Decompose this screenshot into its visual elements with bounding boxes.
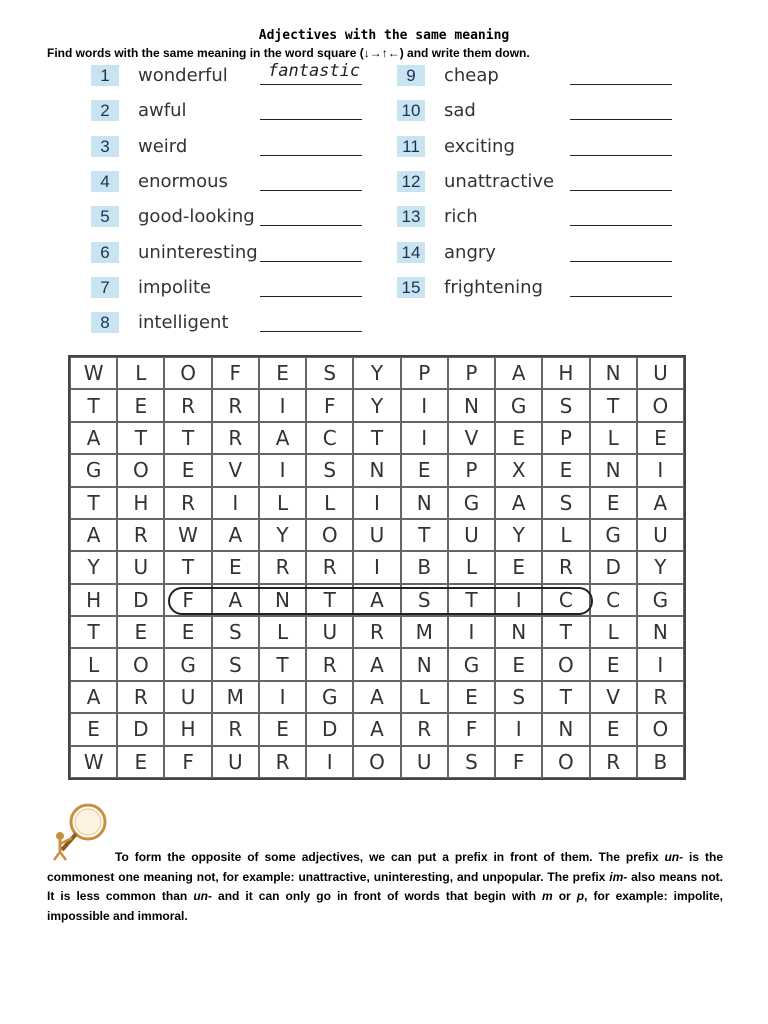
grid-cell[interactable]: I — [401, 422, 448, 454]
item-number: 9 — [397, 65, 425, 86]
grid-cell[interactable]: A — [353, 681, 400, 713]
grid-cell[interactable]: I — [353, 487, 400, 519]
grid-cell[interactable]: G — [590, 519, 637, 551]
grid-cell[interactable]: T — [70, 487, 117, 519]
item-number: 4 — [91, 171, 119, 192]
grid-cell[interactable]: L — [306, 487, 353, 519]
item-number: 5 — [91, 206, 119, 227]
grid-cell[interactable]: X — [495, 454, 542, 486]
grid-cell[interactable]: P — [448, 454, 495, 486]
prefix-explanation — [47, 848, 723, 926]
grid-cell[interactable]: V — [590, 681, 637, 713]
item-word: uninteresting — [138, 241, 258, 263]
grid-cell[interactable]: D — [590, 551, 637, 583]
answer-line[interactable] — [570, 119, 672, 120]
grid-cell[interactable]: T — [542, 681, 589, 713]
item-word: wonderful — [138, 65, 228, 86]
vocab-item — [397, 206, 672, 232]
grid-cell[interactable]: U — [353, 519, 400, 551]
grid-cell[interactable]: A — [637, 487, 684, 519]
para-text-or: or — [552, 889, 577, 903]
grid-cell[interactable]: O — [306, 519, 353, 551]
grid-cell[interactable]: O — [637, 389, 684, 421]
grid-cell[interactable]: L — [70, 648, 117, 680]
answer-line[interactable] — [570, 84, 672, 85]
grid-cell[interactable]: F — [448, 713, 495, 745]
grid-cell[interactable]: L — [259, 616, 306, 648]
item-number: 12 — [397, 171, 425, 192]
answer-circle — [168, 587, 593, 615]
grid-cell[interactable]: G — [164, 648, 211, 680]
grid-cell[interactable]: E — [117, 746, 164, 778]
grid-cell[interactable]: R — [259, 746, 306, 778]
grid-cell[interactable]: R — [212, 422, 259, 454]
vocab-item — [91, 100, 362, 126]
grid-cell[interactable]: S — [495, 681, 542, 713]
grid-cell[interactable]: F — [495, 746, 542, 778]
item-number: 7 — [91, 277, 119, 298]
grid-cell[interactable]: O — [117, 648, 164, 680]
item-word: enormous — [138, 170, 228, 192]
grid-cell[interactable]: T — [70, 389, 117, 421]
item-number: 1 — [91, 65, 119, 86]
grid-cell[interactable]: A — [495, 357, 542, 389]
grid-cell[interactable]: E — [590, 713, 637, 745]
answer-line[interactable] — [260, 190, 362, 191]
grid-cell[interactable]: T — [259, 648, 306, 680]
item-word: frightening — [444, 276, 543, 298]
grid-cell[interactable]: V — [212, 454, 259, 486]
grid-cell[interactable]: C — [590, 584, 637, 616]
grid-cell[interactable]: N — [448, 389, 495, 421]
grid-cell[interactable]: C — [306, 422, 353, 454]
grid-cell[interactable]: R — [353, 616, 400, 648]
vocab-item — [91, 61, 362, 91]
grid-cell[interactable]: R — [306, 648, 353, 680]
grid-cell[interactable]: R — [212, 389, 259, 421]
answer-line[interactable] — [260, 119, 362, 120]
grid-cell[interactable]: T — [448, 584, 495, 616]
vocab-item — [397, 65, 672, 91]
grid-cell[interactable]: T — [164, 422, 211, 454]
letter-p: p — [576, 889, 585, 903]
answer-text: fantastic — [268, 61, 361, 81]
grid-cell[interactable]: P — [401, 357, 448, 389]
para-text-3: also means not. It is less common than — [47, 869, 723, 903]
item-word: exciting — [444, 135, 515, 157]
grid-cell[interactable]: F — [306, 389, 353, 421]
grid-cell[interactable]: I — [637, 454, 684, 486]
grid-cell[interactable]: A — [259, 422, 306, 454]
item-number: 11 — [397, 136, 425, 157]
item-number: 3 — [91, 136, 119, 157]
grid-cell[interactable]: N — [542, 713, 589, 745]
grid-cell[interactable]: I — [212, 487, 259, 519]
grid-cell[interactable]: W — [70, 746, 117, 778]
answer-line[interactable] — [260, 84, 362, 85]
grid-cell[interactable]: G — [448, 648, 495, 680]
grid-cell[interactable]: T — [117, 422, 164, 454]
grid-cell[interactable]: Y — [495, 519, 542, 551]
grid-cell[interactable]: L — [259, 487, 306, 519]
grid-cell[interactable]: A — [353, 584, 400, 616]
grid-cell[interactable]: U — [637, 519, 684, 551]
grid-cell[interactable]: E — [542, 454, 589, 486]
grid-cell[interactable]: H — [70, 584, 117, 616]
grid-cell[interactable]: A — [212, 519, 259, 551]
grid-cell[interactable]: R — [637, 681, 684, 713]
vocab-item — [397, 171, 672, 197]
grid-cell[interactable]: E — [259, 713, 306, 745]
grid-cell[interactable]: R — [117, 681, 164, 713]
item-number: 8 — [91, 312, 119, 333]
grid-cell[interactable]: Y — [353, 357, 400, 389]
grid-cell[interactable]: A — [70, 519, 117, 551]
item-number: 2 — [91, 100, 119, 121]
grid-cell[interactable]: A — [495, 487, 542, 519]
grid-cell[interactable]: E — [495, 648, 542, 680]
grid-cell[interactable]: D — [117, 713, 164, 745]
grid-cell[interactable]: S — [401, 584, 448, 616]
item-word: sad — [444, 100, 476, 122]
grid-cell[interactable]: I — [495, 584, 542, 616]
grid-cell[interactable]: T — [542, 616, 589, 648]
grid-cell[interactable]: O — [164, 357, 211, 389]
grid-cell[interactable]: I — [259, 389, 306, 421]
grid-cell[interactable]: A — [212, 584, 259, 616]
grid-cell[interactable]: U — [117, 551, 164, 583]
grid-cell[interactable]: R — [117, 519, 164, 551]
grid-cell[interactable]: E — [212, 551, 259, 583]
grid-cell[interactable]: H — [164, 713, 211, 745]
vocab-item — [91, 312, 362, 338]
answer-line[interactable] — [570, 261, 672, 262]
grid-cell[interactable]: O — [637, 713, 684, 745]
item-number: 15 — [397, 277, 425, 298]
vocab-item — [91, 277, 362, 303]
grid-cell[interactable]: B — [637, 746, 684, 778]
grid-cell[interactable]: L — [590, 616, 637, 648]
grid-cell[interactable]: D — [306, 713, 353, 745]
grid-cell[interactable]: T — [401, 519, 448, 551]
grid-cell[interactable]: L — [542, 519, 589, 551]
grid-cell[interactable]: N — [401, 648, 448, 680]
grid-cell[interactable]: U — [164, 681, 211, 713]
grid-cell[interactable]: F — [212, 357, 259, 389]
item-word: impolite — [138, 276, 212, 298]
worksheet-title: Adjectives with the same meaning — [258, 28, 510, 43]
grid-cell[interactable]: G — [448, 487, 495, 519]
vocab-item — [397, 136, 672, 162]
grid-cell[interactable]: H — [117, 487, 164, 519]
grid-cell[interactable]: Y — [353, 389, 400, 421]
grid-cell[interactable]: I — [448, 616, 495, 648]
grid-cell[interactable]: O — [117, 454, 164, 486]
prefix-un-2: un- — [193, 889, 212, 903]
item-word: cheap — [444, 65, 499, 86]
grid-cell[interactable]: P — [448, 357, 495, 389]
grid-cell[interactable]: E — [259, 357, 306, 389]
grid-cell[interactable]: C — [542, 584, 589, 616]
grid-cell[interactable]: E — [590, 487, 637, 519]
word-square — [68, 355, 686, 780]
grid-cell[interactable]: F — [164, 746, 211, 778]
item-word: angry — [444, 241, 496, 263]
grid-cell[interactable]: P — [542, 422, 589, 454]
grid-cell[interactable]: V — [448, 422, 495, 454]
item-word: rich — [444, 206, 478, 228]
grid-cell[interactable]: W — [70, 357, 117, 389]
grid-cell[interactable]: R — [259, 551, 306, 583]
grid-cell[interactable]: S — [542, 389, 589, 421]
grid-cell[interactable]: I — [259, 681, 306, 713]
grid-cell[interactable]: U — [637, 357, 684, 389]
item-word: weird — [138, 135, 188, 157]
grid-cell[interactable]: G — [70, 454, 117, 486]
grid-cell[interactable]: L — [448, 551, 495, 583]
grid-cell[interactable]: T — [164, 551, 211, 583]
answer-line[interactable] — [260, 331, 362, 332]
grid-cell[interactable]: Y — [637, 551, 684, 583]
grid-cell[interactable]: S — [212, 616, 259, 648]
answer-line[interactable] — [260, 155, 362, 156]
item-word: awful — [138, 100, 187, 122]
grid-cell[interactable]: A — [70, 681, 117, 713]
para-text-2: is the commonest one meaning not, for example: unattractive, uninteresting, and unpopular. The prefix — [47, 850, 723, 884]
grid-cell[interactable]: N — [259, 584, 306, 616]
grid-cell[interactable]: D — [117, 584, 164, 616]
grid-cell[interactable]: H — [542, 357, 589, 389]
grid-cell[interactable]: I — [495, 713, 542, 745]
item-word: good-looking — [138, 206, 255, 228]
grid-cell[interactable]: S — [542, 487, 589, 519]
grid-cell[interactable]: N — [495, 616, 542, 648]
grid-cell[interactable]: T — [353, 422, 400, 454]
para-text-4: and it can only go in front of words that begin with — [211, 889, 542, 903]
grid-cell[interactable]: Y — [70, 551, 117, 583]
grid-cell[interactable]: F — [164, 584, 211, 616]
grid-cell[interactable]: A — [70, 422, 117, 454]
grid-cell[interactable]: E — [495, 422, 542, 454]
grid-cell[interactable]: S — [306, 357, 353, 389]
grid-cell[interactable]: E — [117, 616, 164, 648]
grid-cell[interactable]: N — [590, 357, 637, 389]
grid-cell[interactable]: I — [401, 389, 448, 421]
item-number: 10 — [397, 100, 425, 121]
grid-cell[interactable]: R — [164, 389, 211, 421]
grid-cell[interactable]: G — [495, 389, 542, 421]
grid-cell[interactable]: R — [401, 713, 448, 745]
grid-cell[interactable]: W — [164, 519, 211, 551]
grid-cell[interactable]: T — [590, 389, 637, 421]
grid-cell[interactable]: U — [401, 746, 448, 778]
grid-cell[interactable]: R — [164, 487, 211, 519]
grid-cell[interactable]: S — [212, 648, 259, 680]
grid-cell[interactable]: I — [353, 551, 400, 583]
grid-cell[interactable]: R — [542, 551, 589, 583]
vocab-item — [397, 277, 672, 303]
grid-cell[interactable]: N — [637, 616, 684, 648]
grid-cell[interactable]: L — [117, 357, 164, 389]
answer-line[interactable] — [260, 225, 362, 226]
grid-cell[interactable]: I — [259, 454, 306, 486]
answer-line[interactable] — [570, 155, 672, 156]
item-word: unattractive — [444, 170, 555, 192]
answer-line[interactable] — [570, 296, 672, 297]
item-number: 13 — [397, 206, 425, 227]
item-number: 14 — [397, 242, 425, 263]
answer-line[interactable] — [570, 190, 672, 191]
grid-cell[interactable]: A — [353, 648, 400, 680]
item-word: intelligent — [138, 312, 229, 334]
grid-cell[interactable]: A — [353, 713, 400, 745]
grid-cell[interactable]: R — [306, 551, 353, 583]
grid-cell[interactable]: N — [353, 454, 400, 486]
grid-cell[interactable]: G — [306, 681, 353, 713]
grid-cell[interactable]: S — [448, 746, 495, 778]
item-number: 6 — [91, 242, 119, 263]
grid-cell[interactable]: M — [212, 681, 259, 713]
grid-cell[interactable]: E — [117, 389, 164, 421]
grid-cell[interactable]: E — [590, 648, 637, 680]
vocab-item — [91, 171, 362, 197]
vocab-item — [91, 242, 362, 268]
para-text-1: To form the opposite of some adjectives, we can put a prefix in front of them. The prefix — [115, 850, 665, 864]
grid-cell[interactable]: R — [212, 713, 259, 745]
grid-cell[interactable]: L — [590, 422, 637, 454]
grid-cell[interactable]: I — [637, 648, 684, 680]
grid-cell[interactable]: T — [70, 616, 117, 648]
grid-cell[interactable]: M — [401, 616, 448, 648]
prefix-un: un- — [664, 850, 684, 864]
grid-cell[interactable]: N — [401, 487, 448, 519]
grid-cell[interactable]: E — [164, 454, 211, 486]
grid-cell[interactable]: O — [542, 648, 589, 680]
grid-cell[interactable]: U — [448, 519, 495, 551]
answer-line[interactable] — [260, 261, 362, 262]
grid-cell[interactable]: B — [401, 551, 448, 583]
grid-cell[interactable]: I — [306, 746, 353, 778]
vocab-item — [397, 242, 672, 268]
grid-cell[interactable]: E — [164, 616, 211, 648]
grid-cell[interactable]: E — [448, 681, 495, 713]
answer-line[interactable] — [260, 296, 362, 297]
grid-cell[interactable]: E — [637, 422, 684, 454]
grid-cell[interactable]: N — [590, 454, 637, 486]
grid-cell[interactable]: G — [637, 584, 684, 616]
grid-cell[interactable]: E — [495, 551, 542, 583]
answer-line[interactable] — [570, 225, 672, 226]
grid-cell[interactable]: U — [212, 746, 259, 778]
vocab-item — [397, 100, 672, 126]
grid-cell[interactable]: O — [542, 746, 589, 778]
letter-m: m — [542, 889, 553, 903]
vocab-item — [91, 206, 362, 232]
grid-cell[interactable]: O — [353, 746, 400, 778]
grid-cell[interactable]: U — [306, 616, 353, 648]
vocab-item — [91, 136, 362, 162]
instruction-text: Find words with the same meaning in the word square (↓→↑←) and write them down. — [47, 46, 530, 60]
grid-cell[interactable]: R — [590, 746, 637, 778]
grid-cell[interactable]: T — [306, 584, 353, 616]
grid-cell[interactable]: L — [401, 681, 448, 713]
grid-cell[interactable]: S — [306, 454, 353, 486]
prefix-im: im- — [609, 869, 628, 884]
grid-cell[interactable]: E — [70, 713, 117, 745]
grid-cell[interactable]: Y — [259, 519, 306, 551]
para-text-5: , for example: impolite, impossible and immoral. — [47, 889, 723, 923]
grid-cell[interactable]: E — [401, 454, 448, 486]
